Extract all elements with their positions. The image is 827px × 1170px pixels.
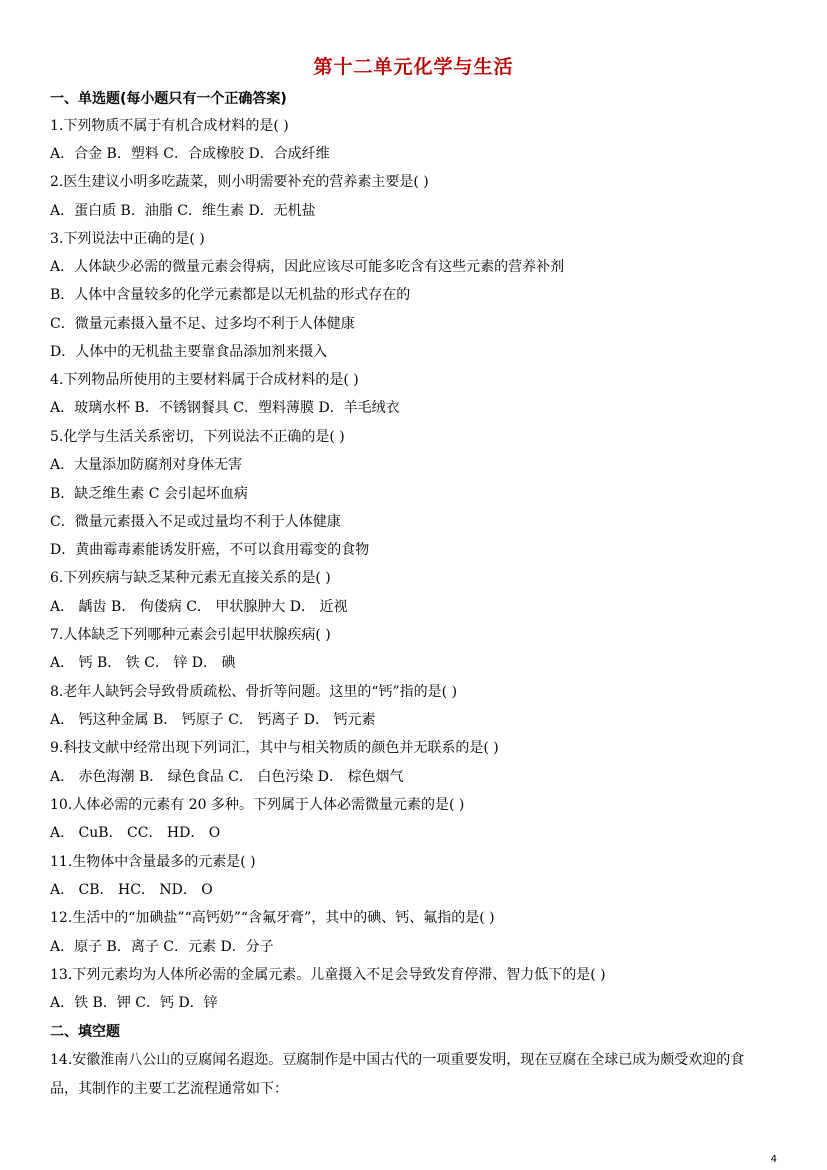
option-line: A． 赤色海潮 B． 绿色食品 C． 白色污染 D． 棕色烟气 xyxy=(50,769,404,785)
question-line: 10.人体必需的元素有 20 多种。下列属于人体必需微量元素的是( ) xyxy=(50,797,465,813)
option-line: A．大量添加防腐剂对身体无害 xyxy=(50,457,243,473)
option-line: A．玻璃水杯 B．不锈钢餐具 C．塑料薄膜 D．羊毛绒衣 xyxy=(50,400,400,416)
question-line: 1.下列物质不属于有机合成材料的是( ) xyxy=(50,118,289,134)
question-line: 4.下列物品所使用的主要材料属于合成材料的是( ) xyxy=(50,372,359,388)
question-line: 13.下列元素均为人体所必需的金属元素。儿童摄入不足会导致发育停滞、智力低下的是( ) xyxy=(50,967,606,983)
question-line: 品，其制作的主要工艺流程通常如下： xyxy=(50,1081,288,1097)
option-line: A．铁 B．钾 C．钙 D．锌 xyxy=(50,995,218,1011)
section-heading-fill-blank: 二、填空题 xyxy=(50,1024,120,1040)
option-line: A． CuB． CC． HD． O xyxy=(50,825,221,841)
option-line: A．原子 B．离子 C．元素 D．分子 xyxy=(50,939,274,955)
question-line: 8.老年人缺钙会导致骨质疏松、骨折等问题。这里的“钙”指的是( ) xyxy=(50,684,458,700)
question-line: 12.生活中的“加碘盐”“高钙奶”“含氟牙膏”，其中的碘、钙、氟指的是( ) xyxy=(50,910,495,926)
option-line: A． 钙这种金属 B． 钙原子 C． 钙离子 D． 钙元素 xyxy=(50,712,376,728)
question-line: 7.人体缺乏下列哪种元素会引起甲状腺疾病( ) xyxy=(50,627,331,643)
question-line: 5.化学与生活关系密切，下列说法不正确的是( ) xyxy=(50,429,345,445)
question-line: 11.生物体中含量最多的元素是( ) xyxy=(50,854,256,870)
option-line: C．微量元素摄入量不足、过多均不利于人体健康 xyxy=(50,316,355,332)
section-heading-single-choice: 一、单选题(每小题只有一个正确答案) xyxy=(50,91,287,107)
question-line: 9.科技文献中经常出现下列词汇，其中与相关物质的颜色并无联系的是( ) xyxy=(50,740,499,756)
option-line: A． 钙 B． 铁 C． 锌 D． 碘 xyxy=(50,655,236,671)
option-line: D．黄曲霉毒素能诱发肝癌，不可以食用霉变的食物 xyxy=(50,542,370,558)
page-title: 第十二单元化学与生活 xyxy=(313,56,514,78)
page-number: 4 xyxy=(770,1154,777,1165)
question-line: 3.下列说法中正确的是( ) xyxy=(50,231,205,247)
option-line: D．人体中的无机盐主要靠食品添加剂来摄入 xyxy=(50,344,328,360)
option-line: C．微量元素摄入不足或过量均不利于人体健康 xyxy=(50,514,341,530)
option-line: A．合金 B．塑料 C．合成橡胶 D．合成纤维 xyxy=(50,146,330,162)
option-line: A．人体缺少必需的微量元素会得病，因此应该尽可能多吃含有这些元素的营养补剂 xyxy=(50,259,565,275)
question-line: 14.安徽淮南八公山的豆腐闻名遐迩。豆腐制作是中国古代的一项重要发明，现在豆腐在全球已成为颇受欢迎的食 xyxy=(50,1052,745,1068)
option-line: A．蛋白质 B．油脂 C．维生素 D．无机盐 xyxy=(50,203,316,219)
question-line: 2.医生建议小明多吃蔬菜，则小明需要补充的营养素主要是( ) xyxy=(50,174,429,190)
question-line: 6.下列疾病与缺乏某种元素无直接关系的是( ) xyxy=(50,570,331,586)
option-line: B．人体中含量较多的化学元素都是以无机盐的形式存在的 xyxy=(50,287,411,303)
option-line: A． 龋齿 B． 佝偻病 C． 甲状腺肿大 D． 近视 xyxy=(50,599,348,615)
option-line: A． CB． HC． ND． O xyxy=(50,882,213,898)
option-line: B．缺乏维生素 C 会引起坏血病 xyxy=(50,486,248,502)
